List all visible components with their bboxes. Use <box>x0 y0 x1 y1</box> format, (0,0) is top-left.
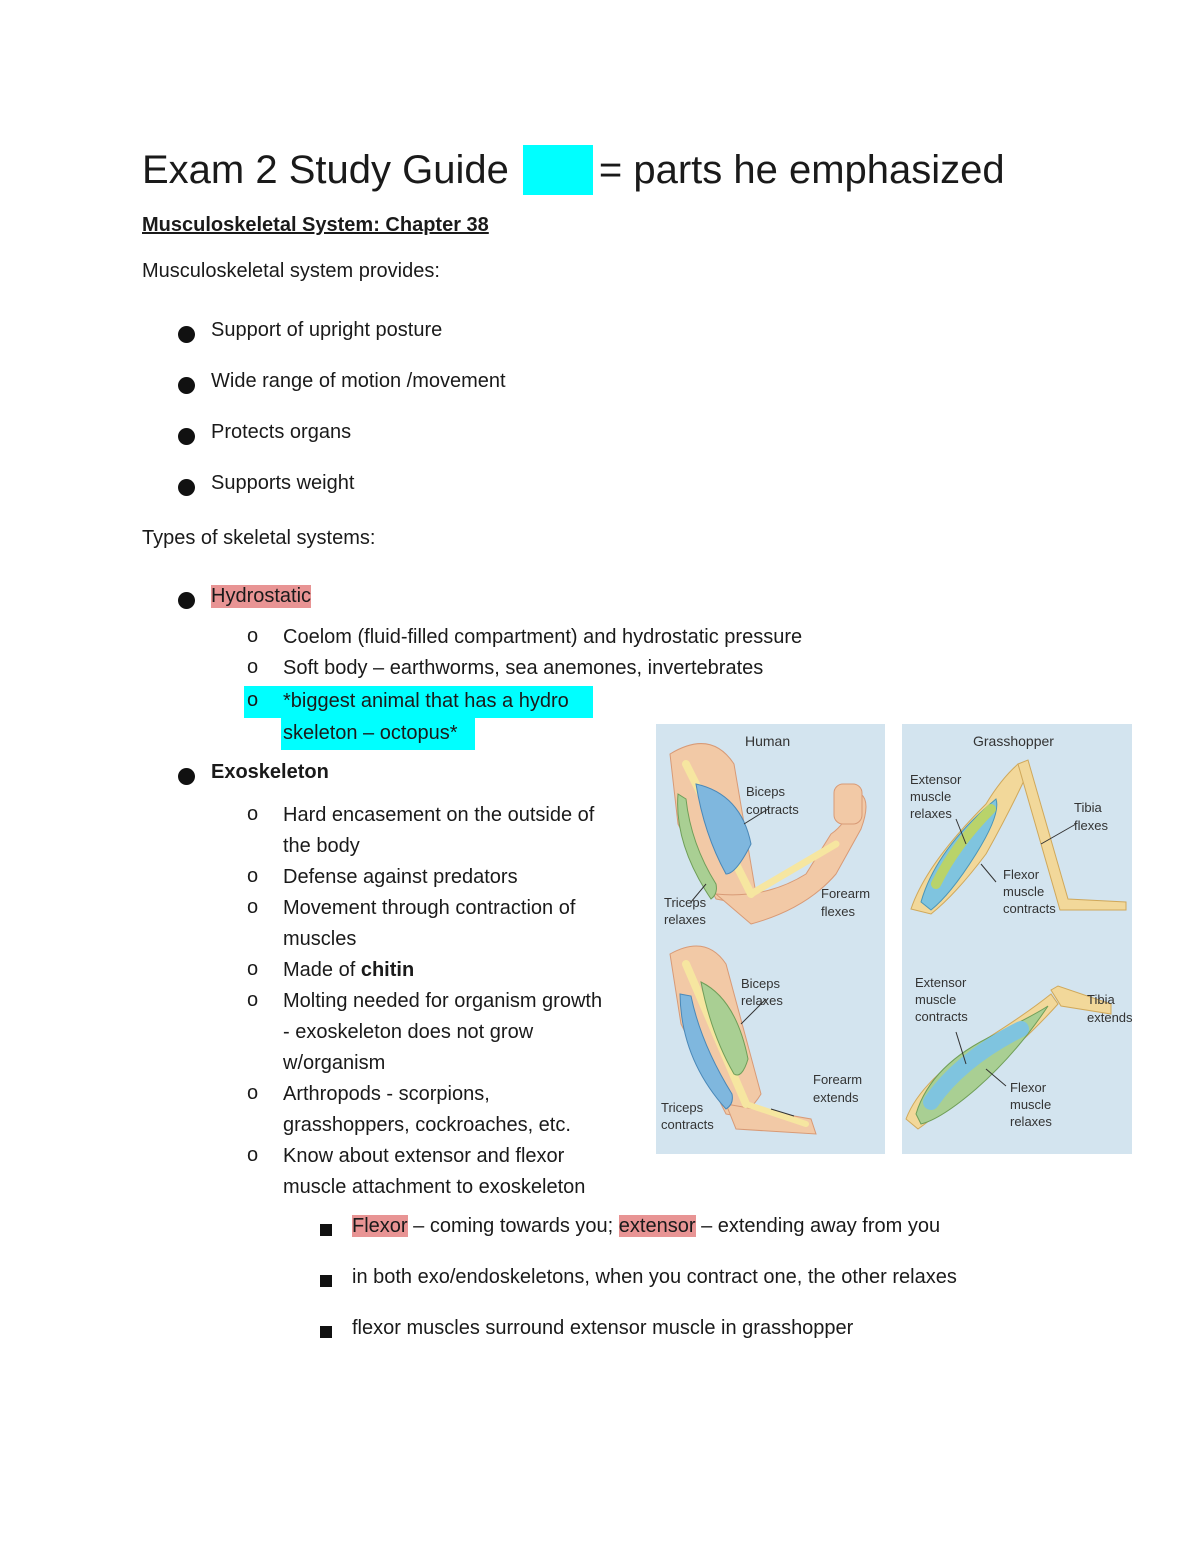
list-item: Support of upright posture <box>211 319 443 341</box>
bullet-dot <box>178 768 195 785</box>
sub-item: flexor muscles surround extensor muscle in grasshopper <box>352 1317 854 1339</box>
types-intro: Types of skeletal systems: <box>142 527 376 549</box>
square-bullet <box>320 1275 332 1287</box>
human-forearm-bottom-label: Forearm extends <box>813 1072 863 1105</box>
sub-item <box>352 1215 940 1238</box>
list-item <box>283 955 414 986</box>
page-title <box>142 145 1005 195</box>
grasshopper-extensor-bottom-label: Extensor muscle contracts <box>915 975 968 1024</box>
list-item: Molting needed for organism growth <box>283 990 603 1012</box>
circle-bullet: o <box>247 625 259 647</box>
human-panel-title: Human <box>745 733 791 749</box>
chitin-prefix: Made of <box>283 959 361 981</box>
human-triceps-top-label: Triceps relaxes <box>664 895 707 927</box>
circle-bullet: o <box>247 803 259 825</box>
list-item: Defense against predators <box>283 866 518 888</box>
circle-bullet: o <box>247 656 259 678</box>
muscle-diagram <box>656 724 1146 1154</box>
list-item-cont: the body <box>283 835 360 857</box>
grasshopper-tibia-bottom-label: Tibia extends <box>1087 992 1133 1025</box>
list-item: Know about extensor and flexor <box>283 1145 565 1167</box>
title-text: Exam 2 Study Guide <box>142 148 509 192</box>
circle-bullet: o <box>247 865 259 887</box>
grasshopper-panel-title: Grasshopper <box>973 733 1054 749</box>
circle-bullet: o <box>247 896 259 918</box>
circle-bullet: o <box>247 689 259 711</box>
extensor-term: extensor <box>618 1215 696 1237</box>
list-item: Movement through contraction of <box>283 897 576 919</box>
list-item: Coelom (fluid-filled compartment) and hydrostatic pressure <box>283 626 803 648</box>
circle-bullet: o <box>247 1144 259 1166</box>
list-item: Supports weight <box>211 472 355 494</box>
circle-bullet: o <box>247 989 259 1011</box>
list-item: Protects organs <box>211 421 352 443</box>
square-bullet <box>320 1224 332 1236</box>
muscle-diagram-figure <box>656 724 1146 1154</box>
circle-bullet: o <box>247 1082 259 1104</box>
list-item: Arthropods - scorpions, <box>283 1083 490 1105</box>
flexor-term: Flexor <box>352 1215 408 1237</box>
section-heading: Musculoskeletal System: Chapter 38 <box>142 214 489 236</box>
circle-bullet: o <box>247 958 259 980</box>
provides-intro: Musculoskeletal system provides: <box>142 260 440 282</box>
list-item-cont: grasshoppers, cockroaches, etc. <box>283 1114 571 1136</box>
bullet-dot <box>178 377 195 394</box>
exoskeleton-label: Exoskeleton <box>211 761 329 783</box>
title-legend: = parts he emphasized <box>598 148 1005 192</box>
fist-shape <box>834 784 862 824</box>
human-triceps-bottom-label: Triceps contracts <box>661 1100 714 1132</box>
emphasis-swatch <box>523 145 593 195</box>
square-bullet <box>320 1326 332 1338</box>
sub-item: in both exo/endoskeletons, when you contract one, the other relaxes <box>352 1266 957 1288</box>
list-item-cont: - exoskeleton does not grow <box>283 1021 534 1043</box>
sub-item-text: – coming towards you; <box>407 1215 619 1237</box>
bullet-dot <box>178 479 195 496</box>
chitin-term: chitin <box>360 959 415 981</box>
list-item-cont: w/organism <box>283 1052 386 1074</box>
human-biceps-bottom-label: Biceps relaxes <box>741 976 783 1008</box>
grasshopper-tibia-top-label: Tibia flexes <box>1074 800 1108 833</box>
human-forearm-top-label: Forearm flexes <box>821 886 871 919</box>
bullet-dot <box>178 592 195 609</box>
grasshopper-flexor-top-label: Flexor muscle contracts <box>1003 867 1056 916</box>
list-item: Wide range of motion /movement <box>211 370 506 392</box>
list-item-cont: muscles <box>283 928 357 950</box>
grasshopper-extensor-top-label: Extensor muscle relaxes <box>910 772 962 821</box>
grasshopper-flexor-bottom-label: Flexor muscle relaxes <box>1010 1080 1052 1129</box>
emphasized-line: skeleton – octopus* <box>283 722 458 744</box>
list-item-cont: muscle attachment to exoskeleton <box>283 1176 586 1198</box>
list-item: Soft body – earthworms, sea anemones, invertebrates <box>283 657 764 679</box>
human-biceps-top-label: Biceps contracts <box>746 784 799 817</box>
hydrostatic-label: Hydrostatic <box>211 585 312 607</box>
emphasized-line: *biggest animal that has a hydro <box>283 690 569 712</box>
list-item: Hard encasement on the outside of <box>283 804 595 826</box>
bullet-dot <box>178 428 195 445</box>
bullet-dot <box>178 326 195 343</box>
sub-item-text: – extending away from you <box>695 1215 941 1237</box>
